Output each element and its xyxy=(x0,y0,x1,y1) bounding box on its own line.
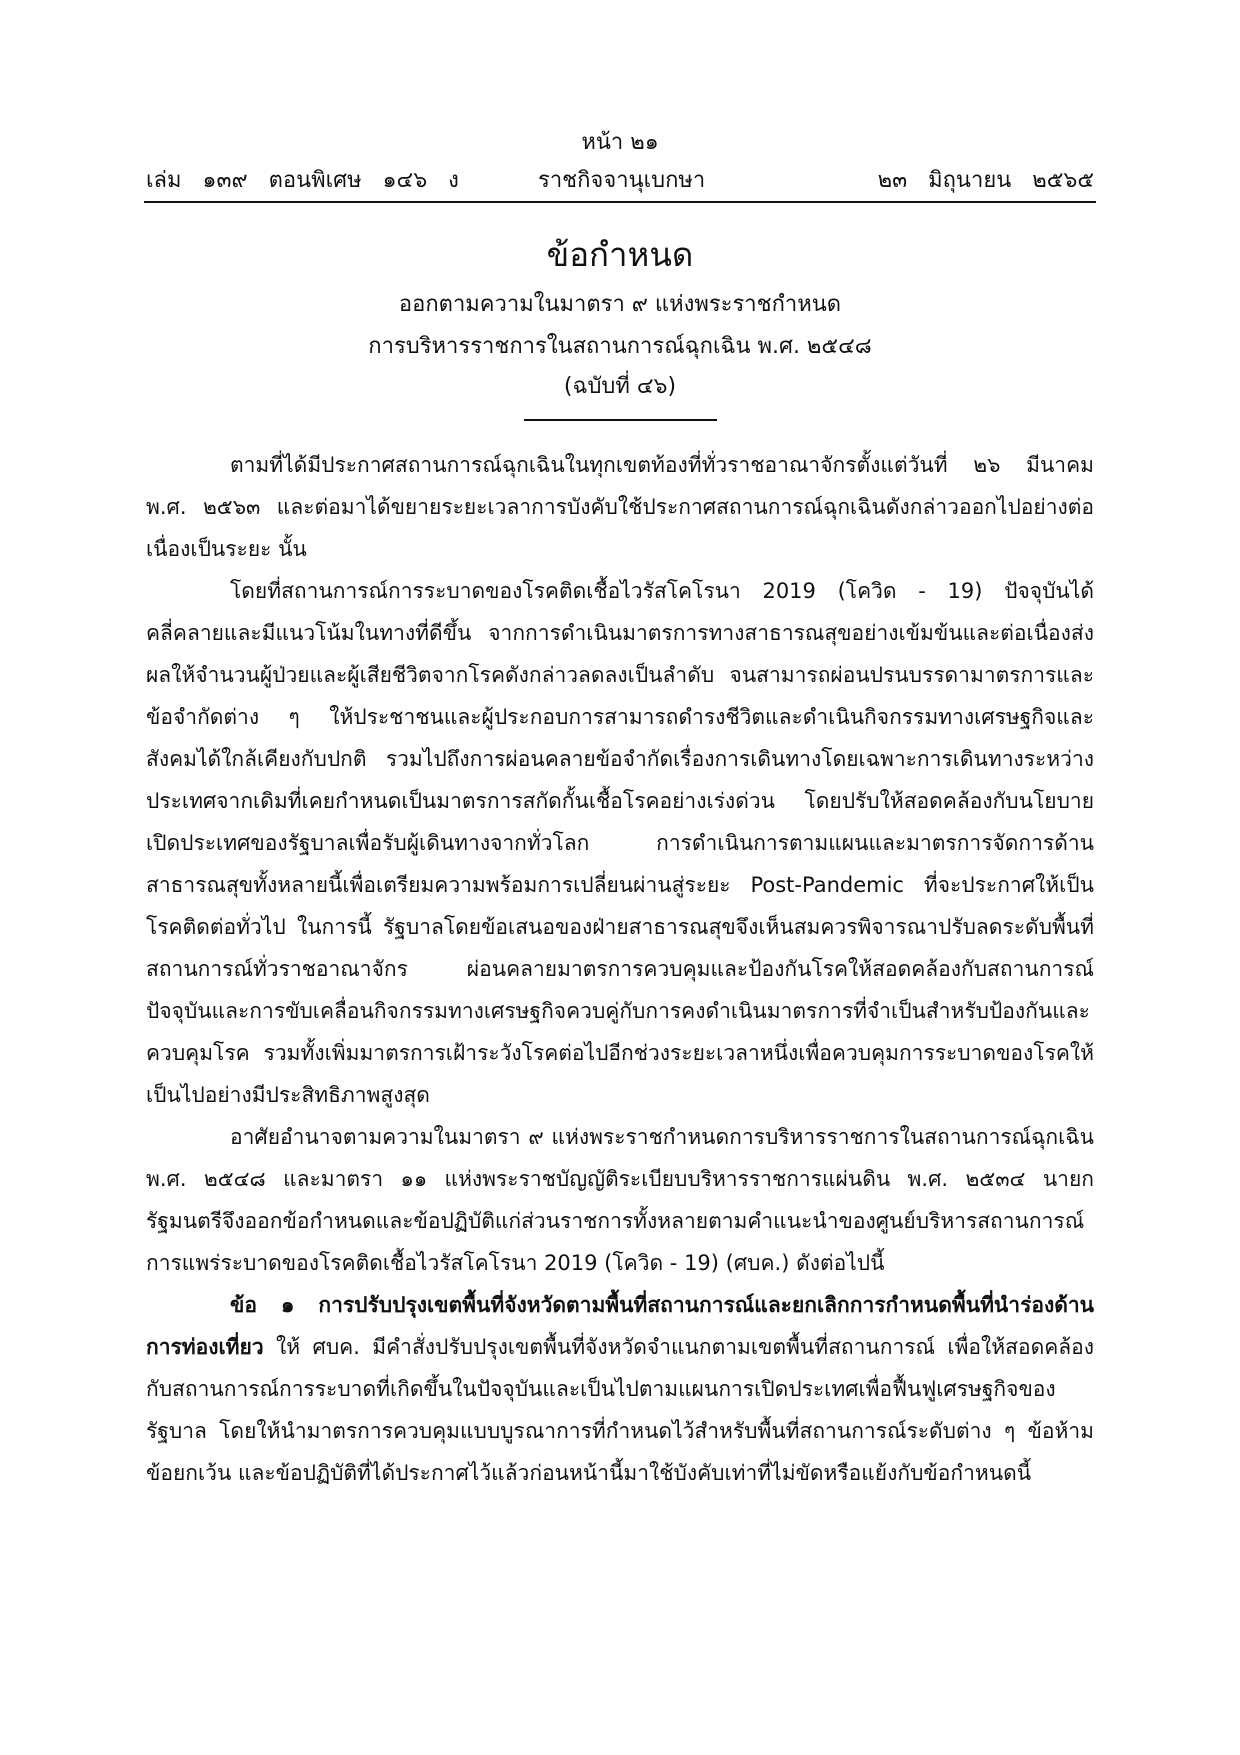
publication-date: ๒๓ มิถุนายน ๒๕๖๕ xyxy=(877,168,1094,193)
paragraph-authority: อาศัยอำนาจตามความในมาตรา ๙ แห่งพระราชกำหนดการบริหารราชการในสถานการณ์ฉุกเฉิน พ.ศ. ๒๕๔๘ และมาตรา ๑๑ แห่งพระราชบัญญัติระเบียบบริหารราชการแผ่นดิน พ.ศ. ๒๕๓๔ นายกรัฐมนตรีจึงออกข้อกำหนดและข้อปฏิบัติแก่ส่วนราชการทั้งหลายตามคำแนะนำของศูนย์บริหารสถานการณ์การแพร่ระบาดของโรคติดเชื้อไวรัสโคโรนา 2019 (โควิด - 19) (ศบค.) ดังต่อไปนี้ xyxy=(146,1125,1094,1275)
paragraph-preamble: ตามที่ได้มีประกาศสถานการณ์ฉุกเฉินในทุกเขตท้องที่ทั่วราชอาณาจักรตั้งแต่วันที่ ๒๖ มีนาคม พ.ศ. ๒๕๖๓ และต่อมาได้ขยายระยะเวลาการบังคับใช้ประกาศสถานการณ์ฉุกเฉินดังกล่าวออกไปอย่างต่อเนื่องเป็นระยะ นั้น xyxy=(146,453,1094,561)
document-subtitle-2: การบริหารราชการในสถานการณ์ฉุกเฉิน พ.ศ. ๒๕๔๘ xyxy=(368,334,872,359)
document-subtitle-1: ออกตามความในมาตรา ๙ แห่งพระราชกำหนด xyxy=(398,292,842,317)
publication-name: ราชกิจจานุเบกษา xyxy=(538,168,706,193)
title-divider xyxy=(524,419,717,421)
paragraph-situation: โดยที่สถานการณ์การระบาดของโรคติดเชื้อไวรัสโคโรนา 2019 (โควิด - 19) ปัจจุบันได้คลี่คลายและมีแนวโน้มในทางที่ดีขึ้น จากการดำเนินมาตรการทางสาธารณสุขอย่างเข้มข้นและต่อเนื่องส่งผลให้จำนวนผู้ป่วยและผู้เสียชีวิตจากโรคดังกล่าวลดลงเป็นลำดับ จนสามารถผ่อนปรนบรรดามาตรการและข้อจำกัดต่าง ๆ ให้ประชาชนและผู้ประกอบการสามารถดำรงชีวิตและดำเนินกิจกรรมทางเศรษฐกิจและสังคมได้ใกล้เคียงกับปกติ รวมไปถึงการผ่อนคลายข้อจำกัดเรื่องการเดินทางโดยเฉพาะการเดินทางระหว่างประเทศจากเดิมที่เคยกำหนดเป็นมาตรการสกัดกั้นเชื้อโรคอย่างเร่งด่วน โดยปรับให้สอดคล้องกับนโยบายเปิดประเทศของรัฐบาลเพื่อรับผู้เดินทางจากทั่วโลก การดำเนินการตามแผนและมาตรการจัดการด้านสาธารณสุขทั้งหลายนี้เพื่อเตรียมความพร้อมการเปลี่ยนผ่านสู่ระยะ Post-Pandemic ที่จะประกาศให้เป็นโรคติดต่อทั่วไป ในการนี้ รัฐบาลโดยข้อเสนอของฝ่ายสาธารณสุขจึงเห็นสมควรพิจารณาปรับลดระดับพื้นที่สถานการณ์ทั่วราชอาณาจักร ผ่อนคลายมาตรการควบคุมและป้องกันโรคให้สอดคล้องกับสถานการณ์ปัจจุบันและการขับเคลื่อนกิจกรรมทางเศรษฐกิจควบคู่กับการคงดำเนินมาตรการที่จำเป็นสำหรับป้องกันและควบคุมโรค รวมทั้งเพิ่มมาตรการเฝ้าระวังโรคต่อไปอีกช่วงระยะเวลาหนึ่งเพื่อควบคุมการระบาดของโรคให้เป็นไปอย่างมีประสิทธิภาพสูงสุด xyxy=(146,579,1094,1107)
volume-info: เล่ม ๑๓๙ ตอนพิเศษ ๑๔๖ ง xyxy=(146,168,459,193)
document-body xyxy=(146,444,1094,1494)
document-edition: (ฉบับที่ ๔๖) xyxy=(563,374,677,399)
clause-1-text: ให้ ศบค. มีคำสั่งปรับปรุงเขตพื้นที่จังหวัดจำแนกตามเขตพื้นที่สถานการณ์ เพื่อให้สอดคล้องกับสถานการณ์การระบาดที่เกิดขึ้นในปัจจุบันและเป็นไปตามแผนการเปิดประเทศเพื่อฟื้นฟูเศรษฐกิจของรัฐบาล โดยให้นำมาตรการควบคุมแบบบูรณาการที่กำหนดไว้สำหรับพื้นที่สถานการณ์ระดับต่าง ๆ ข้อห้าม ข้อยกเว้น และข้อปฏิบัติที่ได้ประกาศไว้แล้วก่อนหน้านี้มาใช้บังคับเท่าที่ไม่ขัดหรือแย้งกับข้อกำหนดนี้ xyxy=(146,1335,1094,1485)
header-divider xyxy=(144,201,1096,203)
gazette-header xyxy=(146,164,1094,198)
clause-1-heading: ข้อ ๑ การปรับปรุงเขตพื้นที่จังหวัดตามพื้นที่สถานการณ์และยกเลิกการกำหนดพื้นที่นำร่องด้านการท่องเที่ยว xyxy=(146,1293,1094,1359)
clause-1 xyxy=(146,1284,1094,1494)
page-number: หน้า ๒๑ xyxy=(581,130,659,155)
document-title: ข้อกำหนด xyxy=(546,235,694,274)
